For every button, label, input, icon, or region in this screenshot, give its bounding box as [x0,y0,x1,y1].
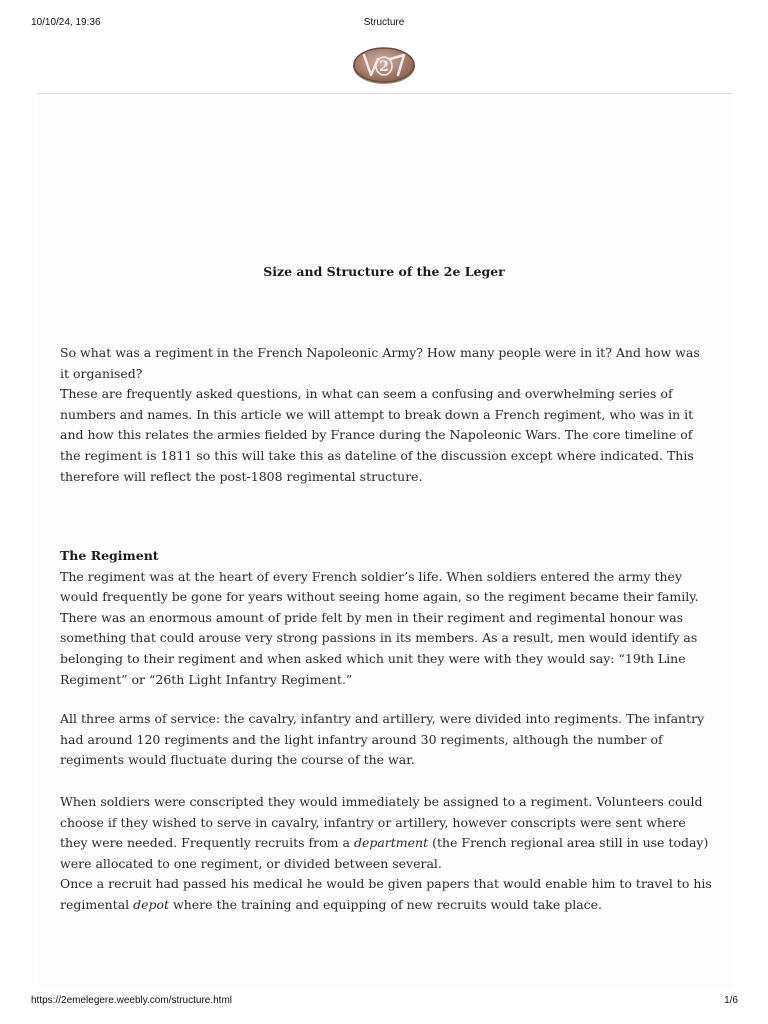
page-number: 1/6 [724,995,738,1006]
intro-block [60,343,712,487]
intro-paragraph-1: So what was a regiment in the French Napoleonic Army? How many people were in it? And how was it organised? [60,345,700,381]
regiment-paragraph-3 [60,792,712,874]
section-title: The Regiment [60,548,159,563]
para3-text-a: When soldiers were conscripted they would immediately be assigned to a regiment. Volunteers could choose if they wished to serve in cavalry, infantry or artillery, however conscripts were sent where they were needed. Frequently recruits from a [60,794,703,851]
regiment-badge-icon [352,45,416,85]
print-title: Structure [363,17,405,28]
site-logo[interactable] [352,45,416,85]
arms-block [60,709,712,771]
department-term: department [353,835,429,851]
regiment-section [60,546,712,690]
regiment-paragraph-2: All three arms of service: the cavalry, infantry and artillery, were divided into regiments. The infantry had around 120 regiments and the light infantry around 30 regiments, although the number of regiments would fluctuate during the course of the war. [60,711,705,768]
article-heading: Size and Structure of the 2e Leger [263,264,505,279]
regiment-paragraph-4 [60,874,712,915]
para4-text-b: where the training and equipping of new recruits would take place. [169,896,603,912]
print-footer [0,995,768,1009]
logo-text: 2 [379,59,389,75]
depot-term: depot [133,896,170,912]
para3-text-b: (the French regional area still in use today) were allocated to one regiment, or divided between several. [60,835,709,871]
para4-text-a: Once a recruit had passed his medical he would be given papers that would enable him to travel to his regimental [60,876,712,912]
print-header [0,17,768,31]
print-date: 10/10/24, 19:36 [31,17,101,28]
intro-paragraph-2: These are frequently asked questions, in what can seem a confusing and overwhelming series of numbers and names. In this article we will attempt to break down a French regiment, who was in it and how this relates the armies fielded by France during the Napoleonic Wars. The core timeline of the regiment is 1811 so this will take this as dateline of the discussion except where indicated. This therefore will reflect the post-1808 regimental structure. [60,386,694,484]
conscription-block [60,792,712,916]
print-url: https://2emelegere.weebly.com/structure.html [31,995,233,1006]
regiment-paragraph-1: The regiment was at the heart of every French soldier’s life. When soldiers entered the army they would frequently be gone for years without seeing home again, so the regiment became their family. There was an enormous amount of pride felt by men in their regiment and regimental honour was something that could arouse very strong passions in its members. As a result, men would identify as belonging to their regiment and when asked which unit they were with they would say: “19th Line Regiment” or “26th Light Infantry Regiment.” [60,568,699,687]
